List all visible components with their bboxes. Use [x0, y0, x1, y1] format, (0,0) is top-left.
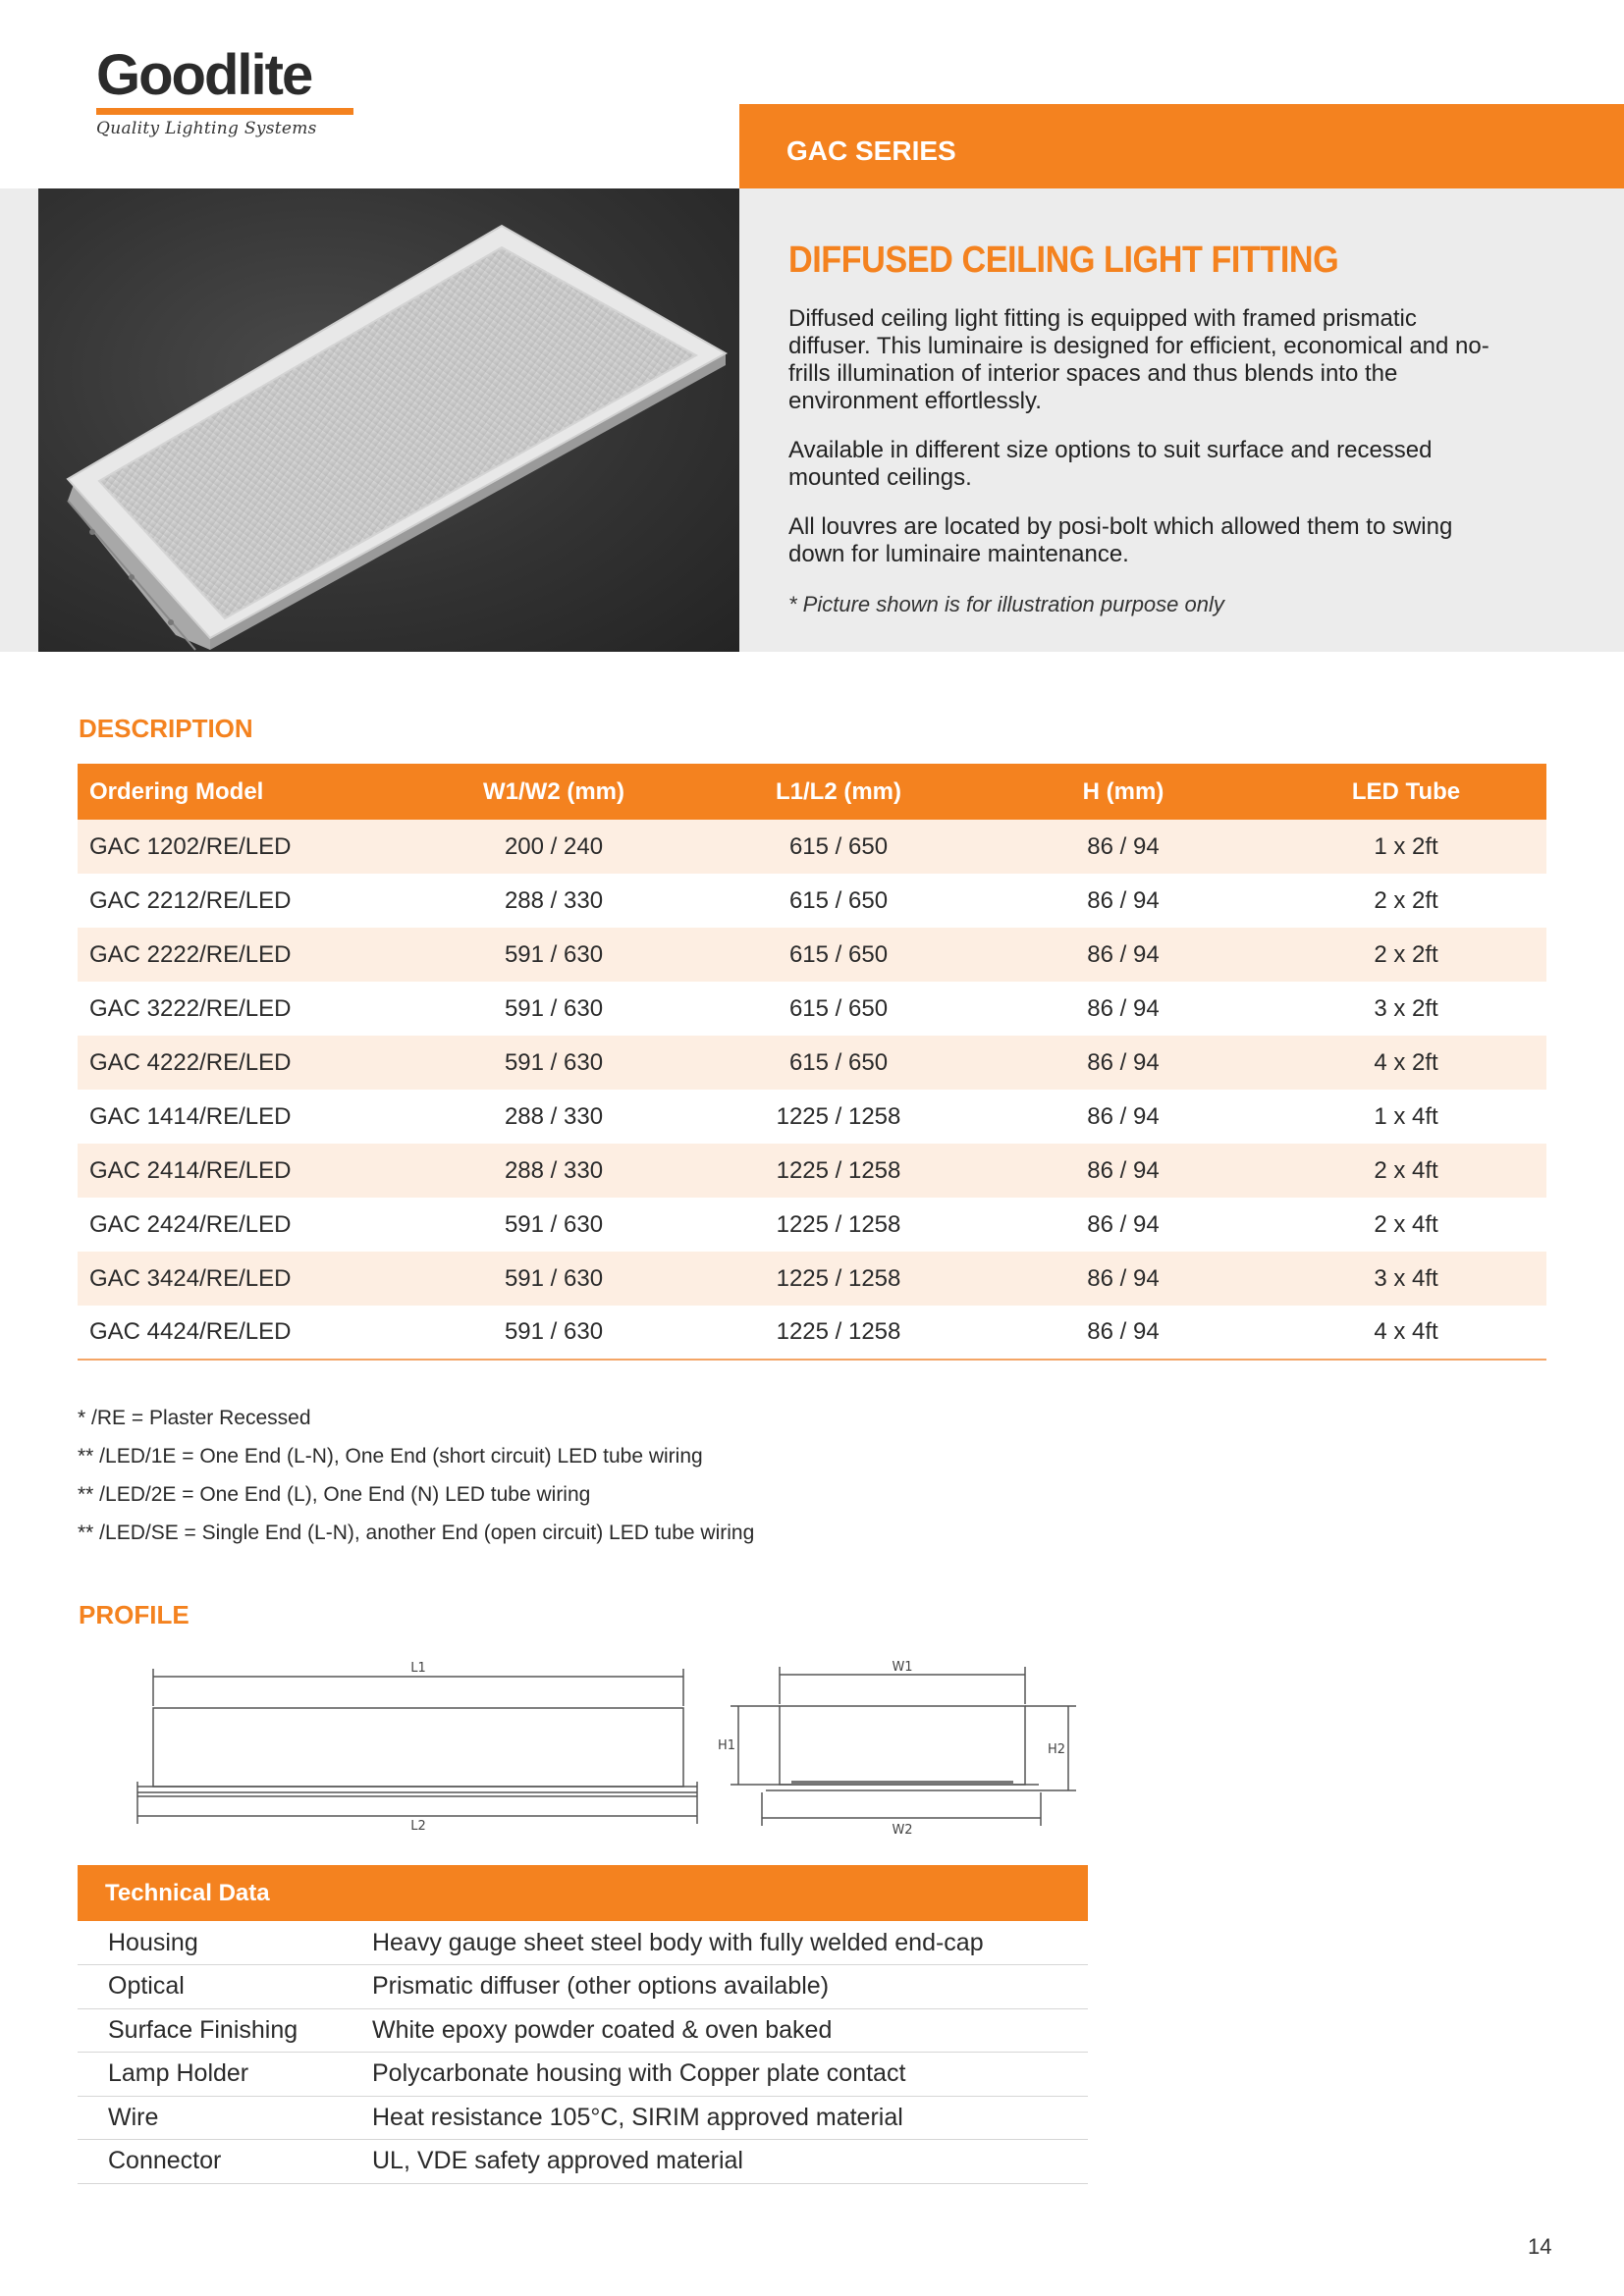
table-cell: 591 / 630	[504, 994, 604, 1022]
table-cell: 86 / 94	[981, 1036, 1266, 1090]
description-table	[78, 764, 1546, 1361]
spec-label: Surface Finishing	[78, 2008, 372, 2053]
table-cell: GAC 1414/RE/LED	[89, 1102, 292, 1130]
dim-label-h1: H1	[717, 1738, 736, 1753]
table-cell: 4 x 2ft	[1266, 1036, 1546, 1090]
light-fitting-illustration	[38, 188, 739, 652]
series-banner	[739, 104, 1624, 188]
technical-data-title: Technical Data	[105, 1880, 270, 1906]
table-cell: GAC 4222/RE/LED	[78, 1036, 411, 1090]
table-cell: 2 x 2ft	[1374, 886, 1438, 914]
table-row	[78, 2096, 1088, 2140]
table-row	[78, 2053, 1088, 2097]
product-paragraph-1: Diffused ceiling light fitting is equipped with framed prismatic diffuser. This luminaire is designed for efficient, economical and no-frills illumination of interior spaces and thus blends into the environment effortlessly.	[788, 305, 1489, 414]
table-cell: 86 / 94	[981, 820, 1266, 874]
table-row	[78, 1144, 1546, 1198]
table-row	[78, 1921, 1088, 1965]
spec-label: Optical	[78, 1965, 372, 2009]
profile-dimension-diagram	[128, 1659, 1100, 1836]
table-cell: 3 x 4ft	[1266, 1252, 1546, 1306]
illustration-note: * Picture shown is for illustration purpose only	[788, 592, 1224, 616]
footnotes	[78, 1406, 754, 1559]
brand-tagline: Quality Lighting Systems	[96, 119, 317, 138]
table-cell: 591 / 630	[411, 928, 696, 982]
footnote: * /RE = Plaster Recessed	[78, 1407, 311, 1429]
table-row	[78, 874, 1546, 928]
table-cell: 86 / 94	[981, 1306, 1266, 1360]
table-cell: GAC 4424/RE/LED	[78, 1306, 411, 1360]
spec-value: UL, VDE safety approved material	[372, 2140, 1088, 2184]
dim-label-w1: W1	[892, 1660, 913, 1675]
product-intro	[788, 240, 1505, 617]
table-cell: 288 / 330	[504, 886, 604, 914]
table-row	[78, 820, 1546, 874]
dim-label-h2: H2	[1047, 1742, 1066, 1757]
column-header-width: W1/W2 (mm)	[411, 764, 696, 820]
dim-label-l2: L2	[410, 1819, 426, 1834]
table-cell: 1225 / 1258	[696, 1144, 981, 1198]
page-number: 14	[1528, 2234, 1552, 2259]
description-heading: DESCRIPTION	[79, 714, 253, 743]
spec-value: Heavy gauge sheet steel body with fully welded end-cap	[372, 1921, 1088, 1965]
series-title: GAC SERIES	[786, 135, 956, 166]
table-cell: 86 / 94	[981, 1252, 1266, 1306]
product-title: DIFFUSED CEILING LIGHT FITTING	[788, 240, 1339, 281]
table-cell: 1225 / 1258	[696, 1252, 981, 1306]
product-paragraph-3: All louvres are located by posi-bolt which allowed them to swing down for luminaire maintenance.	[788, 513, 1453, 567]
spec-label: Housing	[78, 1921, 372, 1965]
table-cell: 3 x 2ft	[1374, 994, 1438, 1022]
spec-label: Connector	[78, 2140, 372, 2184]
footnote: ** /LED/1E = One End (L-N), One End (short circuit) LED tube wiring	[78, 1445, 703, 1468]
dim-label-l1: L1	[410, 1661, 426, 1676]
table-cell: 1225 / 1258	[696, 1306, 981, 1360]
table-cell: 591 / 630	[411, 1306, 696, 1360]
table-cell: 86 / 94	[1087, 1210, 1160, 1238]
table-cell: 2 x 4ft	[1266, 1144, 1546, 1198]
spec-label: Wire	[78, 2096, 372, 2140]
spec-value: Polycarbonate housing with Copper plate contact	[372, 2053, 1088, 2097]
footnote: ** /LED/SE = Single End (L-N), another End (open circuit) LED tube wiring	[78, 1522, 755, 1544]
column-header-length: L1/L2 (mm)	[696, 764, 981, 820]
table-cell: GAC 2222/RE/LED	[78, 928, 411, 982]
table-cell: GAC 3222/RE/LED	[89, 994, 292, 1022]
table-row	[78, 2008, 1088, 2053]
spec-value: Prismatic diffuser (other options available)	[372, 1965, 1088, 2009]
table-cell: 591 / 630	[504, 1210, 604, 1238]
table-cell: 615 / 650	[696, 928, 981, 982]
table-row	[78, 2140, 1088, 2184]
table-cell: GAC 2212/RE/LED	[89, 886, 292, 914]
technical-data-header	[78, 1865, 1088, 1921]
table-row	[78, 1252, 1546, 1306]
brand-name: Goodlite	[96, 43, 312, 107]
table-row	[78, 1090, 1546, 1144]
table-cell: 86 / 94	[981, 1144, 1266, 1198]
table-cell: 2 x 2ft	[1266, 928, 1546, 982]
table-cell: 1 x 2ft	[1266, 820, 1546, 874]
logo-underline	[96, 108, 353, 115]
technical-data-table	[78, 1921, 1088, 2184]
column-header-height: H (mm)	[981, 764, 1266, 820]
table-cell: 200 / 240	[411, 820, 696, 874]
table-cell: 615 / 650	[788, 886, 889, 914]
table-cell: 615 / 650	[788, 994, 889, 1022]
table-cell: 591 / 630	[411, 1252, 696, 1306]
table-cell: GAC 3424/RE/LED	[78, 1252, 411, 1306]
table-row	[78, 1965, 1088, 2009]
description-table-body	[78, 820, 1546, 1360]
product-paragraph-2: Available in different size options to suit surface and recessed mounted ceilings.	[788, 437, 1433, 491]
column-header-model: Ordering Model	[78, 764, 411, 820]
table-cell: 86 / 94	[1087, 994, 1160, 1022]
table-cell: 615 / 650	[696, 820, 981, 874]
table-cell: GAC 2414/RE/LED	[78, 1144, 411, 1198]
spec-label: Lamp Holder	[78, 2053, 372, 2097]
footnote: ** /LED/2E = One End (L), One End (N) LED tube wiring	[78, 1483, 591, 1506]
table-cell: 591 / 630	[411, 1036, 696, 1090]
table-cell: 615 / 650	[696, 1036, 981, 1090]
table-row	[78, 982, 1546, 1036]
table-cell: 1225 / 1258	[776, 1102, 901, 1130]
table-cell: 86 / 94	[1087, 886, 1160, 914]
table-row	[78, 1036, 1546, 1090]
table-cell: 288 / 330	[411, 1144, 696, 1198]
table-cell: 288 / 330	[504, 1102, 604, 1130]
table-cell: 1 x 4ft	[1374, 1102, 1438, 1130]
table-cell: GAC 2424/RE/LED	[89, 1210, 292, 1238]
spec-value: White epoxy powder coated & oven baked	[372, 2008, 1088, 2053]
table-row	[78, 928, 1546, 982]
table-cell: 1225 / 1258	[776, 1210, 901, 1238]
profile-heading: PROFILE	[79, 1600, 189, 1629]
table-row	[78, 1198, 1546, 1252]
brand-logo	[96, 45, 353, 138]
table-cell: GAC 1202/RE/LED	[78, 820, 411, 874]
table-header-row	[78, 764, 1546, 820]
dim-label-w2: W2	[892, 1823, 913, 1836]
column-header-led-tube: LED Tube	[1266, 764, 1546, 820]
table-cell: 86 / 94	[1087, 1102, 1160, 1130]
table-cell: 2 x 4ft	[1374, 1210, 1438, 1238]
product-photo	[38, 188, 739, 652]
table-row	[78, 1306, 1546, 1360]
spec-value: Heat resistance 105°C, SIRIM approved material	[372, 2096, 1088, 2140]
profile-drawing	[128, 1659, 1100, 1841]
table-cell: 86 / 94	[981, 928, 1266, 982]
table-cell: 4 x 4ft	[1266, 1306, 1546, 1360]
